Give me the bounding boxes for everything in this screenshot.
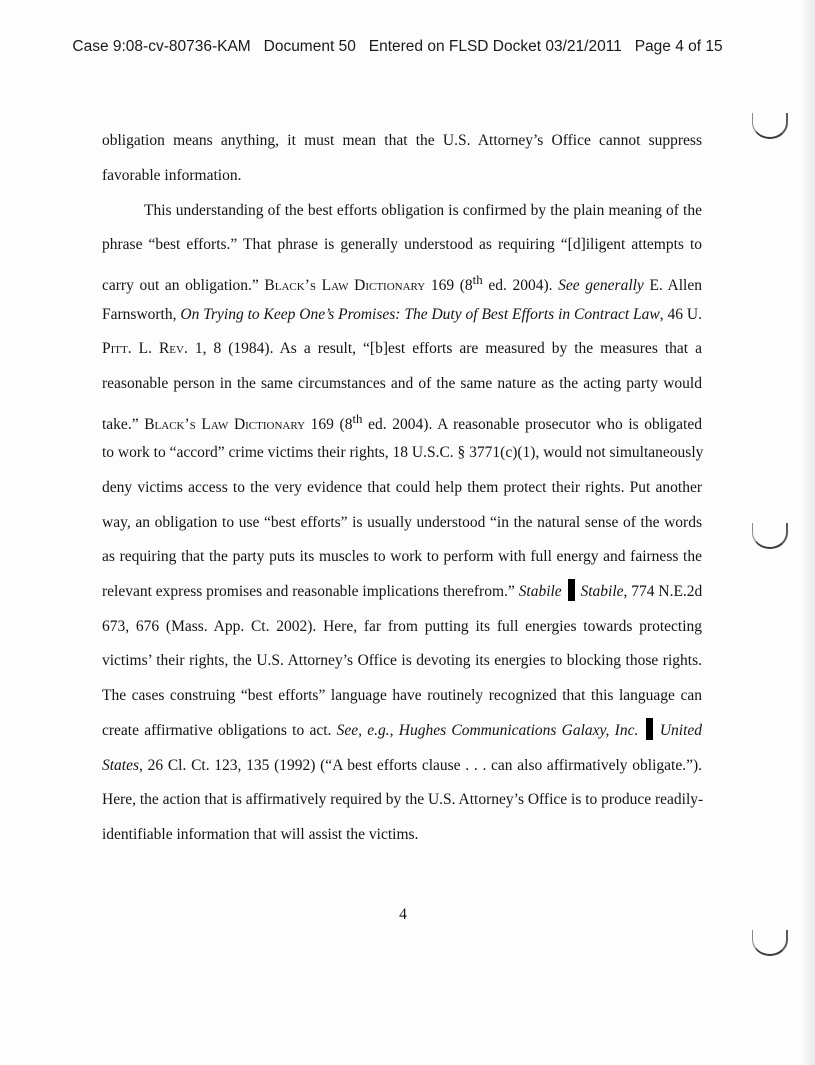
text-line: favorable information. xyxy=(102,166,242,184)
text-line: identifiable information that will assist the victims. xyxy=(102,825,419,843)
redaction-mark xyxy=(568,579,575,601)
page-number: 4 xyxy=(399,906,407,923)
punch-hole-mark xyxy=(752,930,788,956)
text-line: as requiring that the party puts its muscles to work to perform with full energy and fairness the xyxy=(102,548,702,566)
text-line: States, 26 Cl. Ct. 123, 135 (1992) (“A best efforts clause . . . can also affirmatively obligate.”). xyxy=(102,756,702,774)
superscript: th xyxy=(472,271,483,287)
punch-hole-mark xyxy=(752,523,788,549)
text-line: Pitt. L. Rev. 1, 8 (1984). As a result, “[b]est efforts are measured by the measures that a xyxy=(102,340,702,358)
text-line: way, an obligation to use “best efforts” is usually understood “in the natural sense of the words xyxy=(102,513,702,531)
case-name: United xyxy=(659,721,703,739)
citation-source: Black’s Law Dictionary xyxy=(264,277,426,295)
text-line: obligation means anything, it must mean that the U.S. Attorney’s Office cannot suppress xyxy=(102,132,702,149)
text-line: Here, the action that is affirmatively required by the U.S. Attorney’s Office is to produce readily- xyxy=(102,791,704,809)
text-line: victims’ their rights, the U.S. Attorney’s Office is devoting its energies to blocking those rights. xyxy=(102,652,702,670)
superscript: th xyxy=(352,410,363,426)
case-name: See, e.g., Hughes Communications Galaxy, Inc. xyxy=(336,721,639,739)
case-name: Stabile xyxy=(580,583,624,601)
citation-signal: See generally xyxy=(558,277,644,295)
text-line: to work to “accord” crime victims their rights, 18 U.S.C. § 3771(c)(1), would not simultaneously xyxy=(102,444,704,462)
text-line: 673, 676 (Mass. App. Ct. 2002). Here, far from putting its full energies towards protecting xyxy=(102,617,702,635)
article-title: On Trying to Keep One’s Promises: The Duty of Best Efforts in Contract Law xyxy=(180,305,660,323)
text-line: reasonable person in the same circumstances and of the same nature as the acting party would xyxy=(102,374,702,392)
citation-source: Black’s Law Dictionary xyxy=(144,415,306,433)
text-line: phrase “best efforts.” That phrase is generally understood as requiring “[d]iligent attempts to xyxy=(102,236,702,254)
paragraph-best-efforts xyxy=(102,194,702,853)
punch-hole-mark xyxy=(752,113,788,139)
text-line: deny victims access to the very evidence that could help them protect their rights. Put another xyxy=(102,479,702,496)
text-line: create affirmative obligations to act. See, e.g., Hughes Communications Galaxy, Inc. United xyxy=(102,714,702,749)
paragraph-continuation xyxy=(102,124,702,193)
text-line: This understanding of the best efforts obligation is confirmed by the plain meaning of the xyxy=(144,201,702,219)
text-line: relevant express promises and reasonable implications therefrom.” Stabile Stabile, 774 N.E.2d xyxy=(102,575,702,610)
court-filing-header: Case 9:08-cv-80736-KAM Document 50 Entered on FLSD Docket 03/21/2011 Page 4 of 15 xyxy=(72,38,723,55)
text-line: The cases construing “best efforts” language have routinely recognized that this language can xyxy=(102,687,702,705)
text-line: carry out an obligation.” Black’s Law Dictionary 169 (8th ed. 2004). See generally E. Allen xyxy=(102,271,702,295)
journal-name: Pitt. L. Rev. xyxy=(102,340,188,358)
case-name: States xyxy=(102,756,140,774)
text-line: take.” Black’s Law Dictionary 169 (8th ed. 2004). A reasonable prosecutor who is obligated xyxy=(102,410,702,433)
case-name: Stabile xyxy=(518,583,562,601)
text-line: Farnsworth, On Trying to Keep One’s Promises: The Duty of Best Efforts in Contract Law, 46 U. xyxy=(102,305,702,323)
redaction-mark xyxy=(646,718,653,740)
